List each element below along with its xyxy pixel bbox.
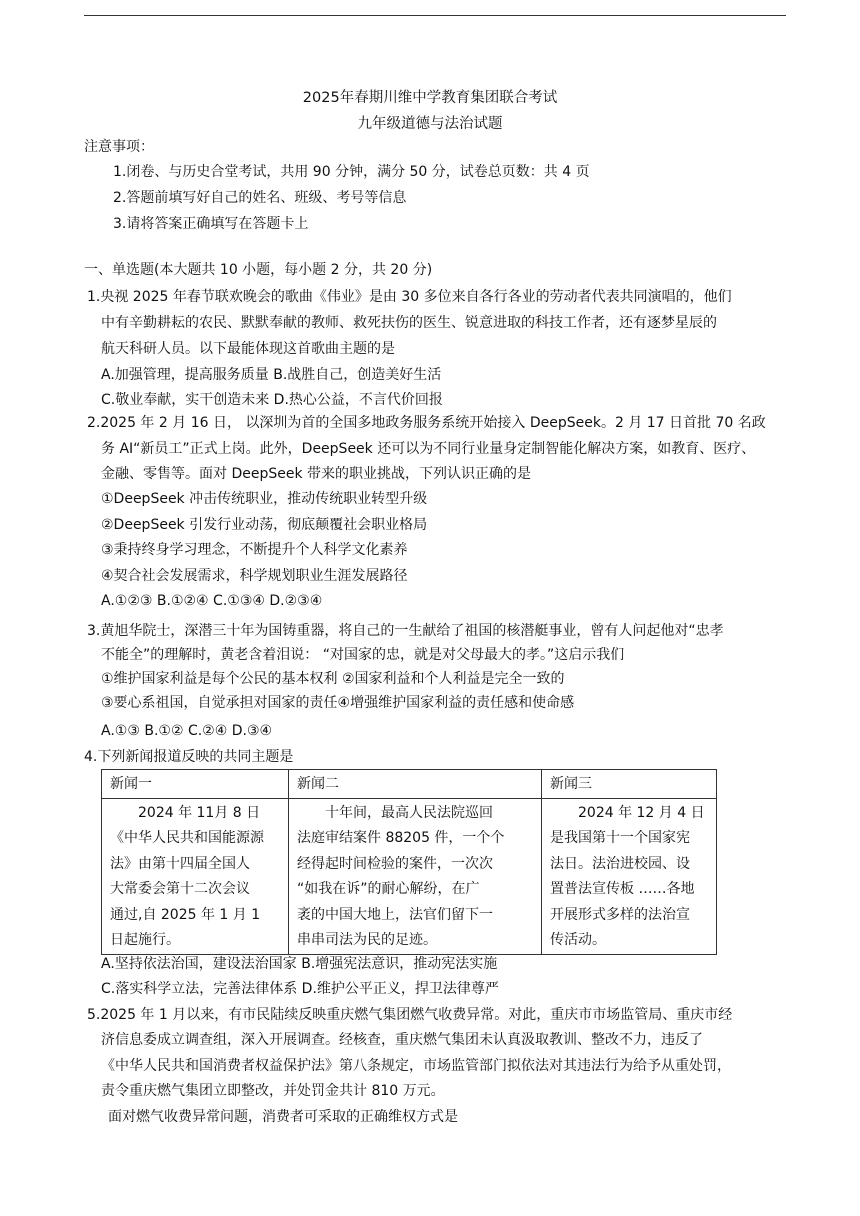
q1-options: A.加强管理，提高服务质量 B.战胜自己，创造美好生活: [101, 367, 442, 383]
notice-item: 2.答题前填写好自己的姓名、班级、考号等信息: [113, 190, 407, 206]
q5-stem-line: 5.2025 年 1 月以来，有市民陆续反映重庆燃气集团燃气收费异常。对此，重庆市市场监管局、重庆市经: [87, 1007, 733, 1023]
exam-title: 2025年春期川维中学教育集团联合考试: [302, 90, 558, 106]
q2-statement: ①DeepSeek 冲击传统职业，推动传统职业转型升级: [101, 491, 428, 507]
q3-statement: ③要心系祖国，自觉承担对国家的责任④增强维护国家利益的责任感和使命感: [101, 695, 575, 711]
exam-subtitle: 九年级道德与法治试题: [357, 116, 503, 132]
q3-options: A.①③ B.①② C.②④ D.③④: [101, 723, 273, 739]
news-cell: 2024 年 12 月 4 日 是我国第十一个国家宪 法日。法治进校园、设 置普法宣传板 ……各地 开展形式多样的法治宣 传活动。: [542, 798, 717, 954]
q2-stem-line: 务 AI“新员工”正式上岗。此外，DeepSeek 还可以为不同行业量身定制智能化解决方案，如教育、医疗、: [101, 441, 756, 457]
notice-heading: 注意事项：: [84, 139, 154, 155]
q1-stem-line: 航天科研人员。以下最能体现这首歌曲主题的是: [101, 341, 395, 357]
q3-stem-line: 3.黄旭华院士，深潜三十年为国铸重器，将自己的一生献给了祖国的核潜艇事业，曾有人问起他对“忠孝: [87, 623, 724, 639]
q4-stem: 4.下列新闻报道反映的共同主题是: [84, 749, 294, 765]
q5-stem-line: 责令重庆燃气集团立即整改，并处罚金共计 810 万元。: [101, 1083, 445, 1099]
q5-stem-line: 面对燃气收费异常问题，消费者可采取的正确维权方式是: [108, 1109, 458, 1125]
q2-options: A.①②③ B.①②④ C.①③④ D.②③④: [101, 593, 323, 609]
news-table-row: [102, 798, 717, 954]
news-header: 新闻一: [102, 770, 289, 799]
q2-statement: ②DeepSeek 引发行业动荡，彻底颠覆社会职业格局: [101, 517, 428, 533]
news-table: [101, 769, 717, 955]
q5-stem-line: 《中华人民共和国消费者权益保护法》第八条规定，市场监管部门拟依法对其违法行为给予从重处罚，: [101, 1058, 731, 1074]
q5-stem-line: 济信息委成立调查组，深入开展调查。经核查，重庆燃气集团未认真汲取教训、整改不力，违反了: [101, 1032, 703, 1048]
section-heading: 一、单选题(本大题共 10 小题，每小题 2 分，共 20 分): [84, 262, 433, 278]
q2-stem-line: 金融、零售等。面对 DeepSeek 带来的职业挑战，下列认识正确的是: [101, 466, 532, 482]
news-cell: 十年间，最高人民法院巡回 法庭审结案件 88205 件，一个个 经得起时间检验的案件，一次次 “如我在诉”的耐心解纷，在广 袤的中国大地上，法官们留下一 串串司法为民的足迹。: [289, 798, 542, 954]
news-header: 新闻二: [289, 770, 542, 799]
notice-item: 3.请将答案正确填写在答题卡上: [113, 216, 309, 232]
news-cell: 2024 年 11月 8 日 《中华人民共和国能源源 法》由第十四届全国人 大常委会第十二次会议 通过,自 2025 年 1 月 1 日起施行。: [102, 798, 289, 954]
header-rule: [84, 15, 786, 16]
notice-item: 1.闭卷、与历史合堂考试，共用 90 分钟，满分 50 分，试卷总页数：共 4 页: [113, 164, 590, 180]
q1-stem-line: 中有辛勤耕耘的农民、默默奉献的教师、救死扶伤的医生、锐意进取的科技工作者，还有逐梦星辰的: [101, 315, 717, 331]
q1-stem-line: 1.央视 2025 年春节联欢晚会的歌曲《伟业》是由 30 多位来自各行各业的劳动者代表共同演唱的，他们: [87, 289, 732, 305]
q4-options: C.落实科学立法，完善法律体系 D.维护公平正义，捍卫法律尊严: [101, 981, 499, 997]
news-header: 新闻三: [542, 770, 717, 799]
q1-options: C.敬业奉献，实干创造未来 D.热心公益，不言代价回报: [101, 392, 443, 408]
q2-statement: ③秉持终身学习理念，不断提升个人科学文化素养: [101, 542, 408, 558]
q4-options: A.坚持依法治国，建设法治国家 B.增强宪法意识，推动宪法实施: [101, 956, 498, 972]
q3-statement: ①维护国家利益是每个公民的基本权利 ②国家利益和个人利益是完全一致的: [101, 671, 565, 687]
q2-stem-line: 2.2025 年 2 月 16 日， 以深圳为首的全国多地政务服务系统开始接入 DeepSeek。2 月 17 日首批 70 名政: [87, 415, 766, 431]
q2-statement: ④契合社会发展需求，科学规划职业生涯发展路径: [101, 568, 408, 584]
q3-stem-line: 不能全”的理解时，黄老含着泪说： “对国家的忠，就是对父母最大的孝。”这启示我们: [101, 647, 625, 663]
news-table-header-row: [102, 770, 717, 799]
